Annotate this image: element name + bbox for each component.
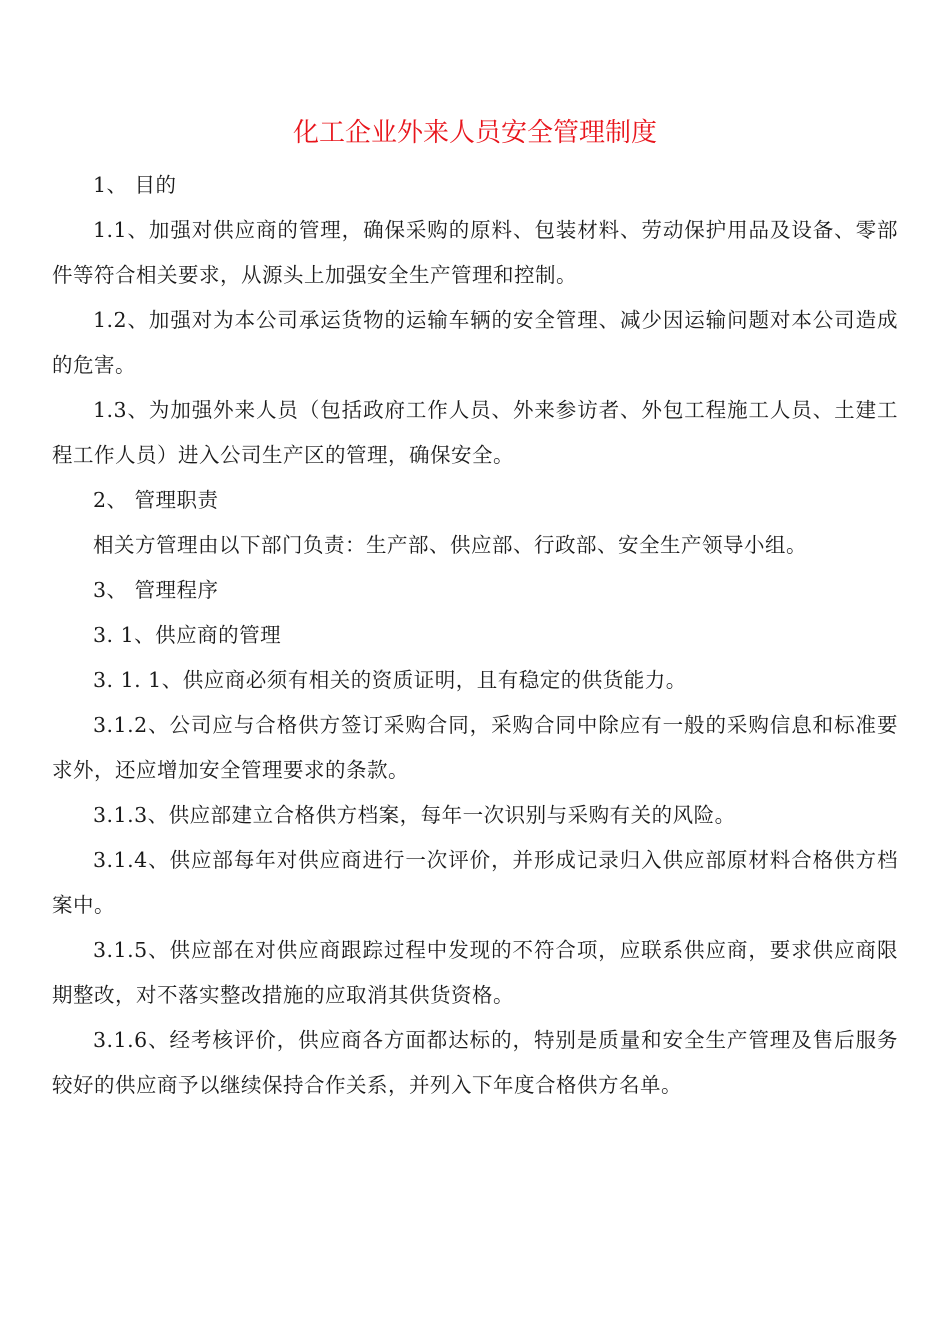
paragraph-3-1-2: 3.1.2、公司应与合格供方签订采购合同，采购合同中除应有一般的采购信息和标准要求外，还应增加安全管理要求的条款。 — [52, 713, 898, 782]
document-body — [52, 163, 898, 1108]
paragraph-1-1: 1.1、加强对供应商的管理，确保采购的原料、包装材料、劳动保护用品及设备、零部件等符合相关要求，从源头上加强安全生产管理和控制。 — [52, 218, 898, 287]
section-1-heading: 1、 目的 — [93, 173, 177, 197]
paragraph-3-1-3: 3.1.3、供应部建立合格供方档案，每年一次识别与采购有关的风险。 — [93, 803, 736, 827]
paragraph-3-1-6: 3.1.6、经考核评价，供应商各方面都达标的，特别是质量和安全生产管理及售后服务较好的供应商予以继续保持合作关系，并列入下年度合格供方名单。 — [52, 1028, 898, 1097]
section-2-heading: 2、 管理职责 — [93, 488, 219, 512]
subsection-3-1-heading: 3. 1、供应商的管理 — [93, 623, 282, 647]
paragraph-1-2: 1.2、加强对为本公司承运货物的运输车辆的安全管理、减少因运输问题对本公司造成的危害。 — [52, 308, 898, 377]
paragraph-3-1-4: 3.1.4、供应部每年对供应商进行一次评价，并形成记录归入供应部原材料合格供方档案中。 — [52, 848, 898, 917]
paragraph-2-body: 相关方管理由以下部门负责：生产部、供应部、行政部、安全生产领导小组。 — [93, 533, 807, 557]
paragraph-3-1-5: 3.1.5、供应部在对供应商跟踪过程中发现的不符合项，应联系供应商，要求供应商限期整改，对不落实整改措施的应取消其供货资格。 — [52, 938, 898, 1007]
section-3-heading: 3、 管理程序 — [93, 578, 219, 602]
document-title: 化工企业外来人员安全管理制度 — [292, 118, 657, 148]
paragraph-1-3: 1.3、为加强外来人员（包括政府工作人员、外来参访者、外包工程施工人员、土建工程工作人员）进入公司生产区的管理，确保安全。 — [52, 398, 898, 467]
paragraph-3-1-1: 3. 1. 1、供应商必须有相关的资质证明，且有稳定的供货能力。 — [93, 668, 687, 692]
